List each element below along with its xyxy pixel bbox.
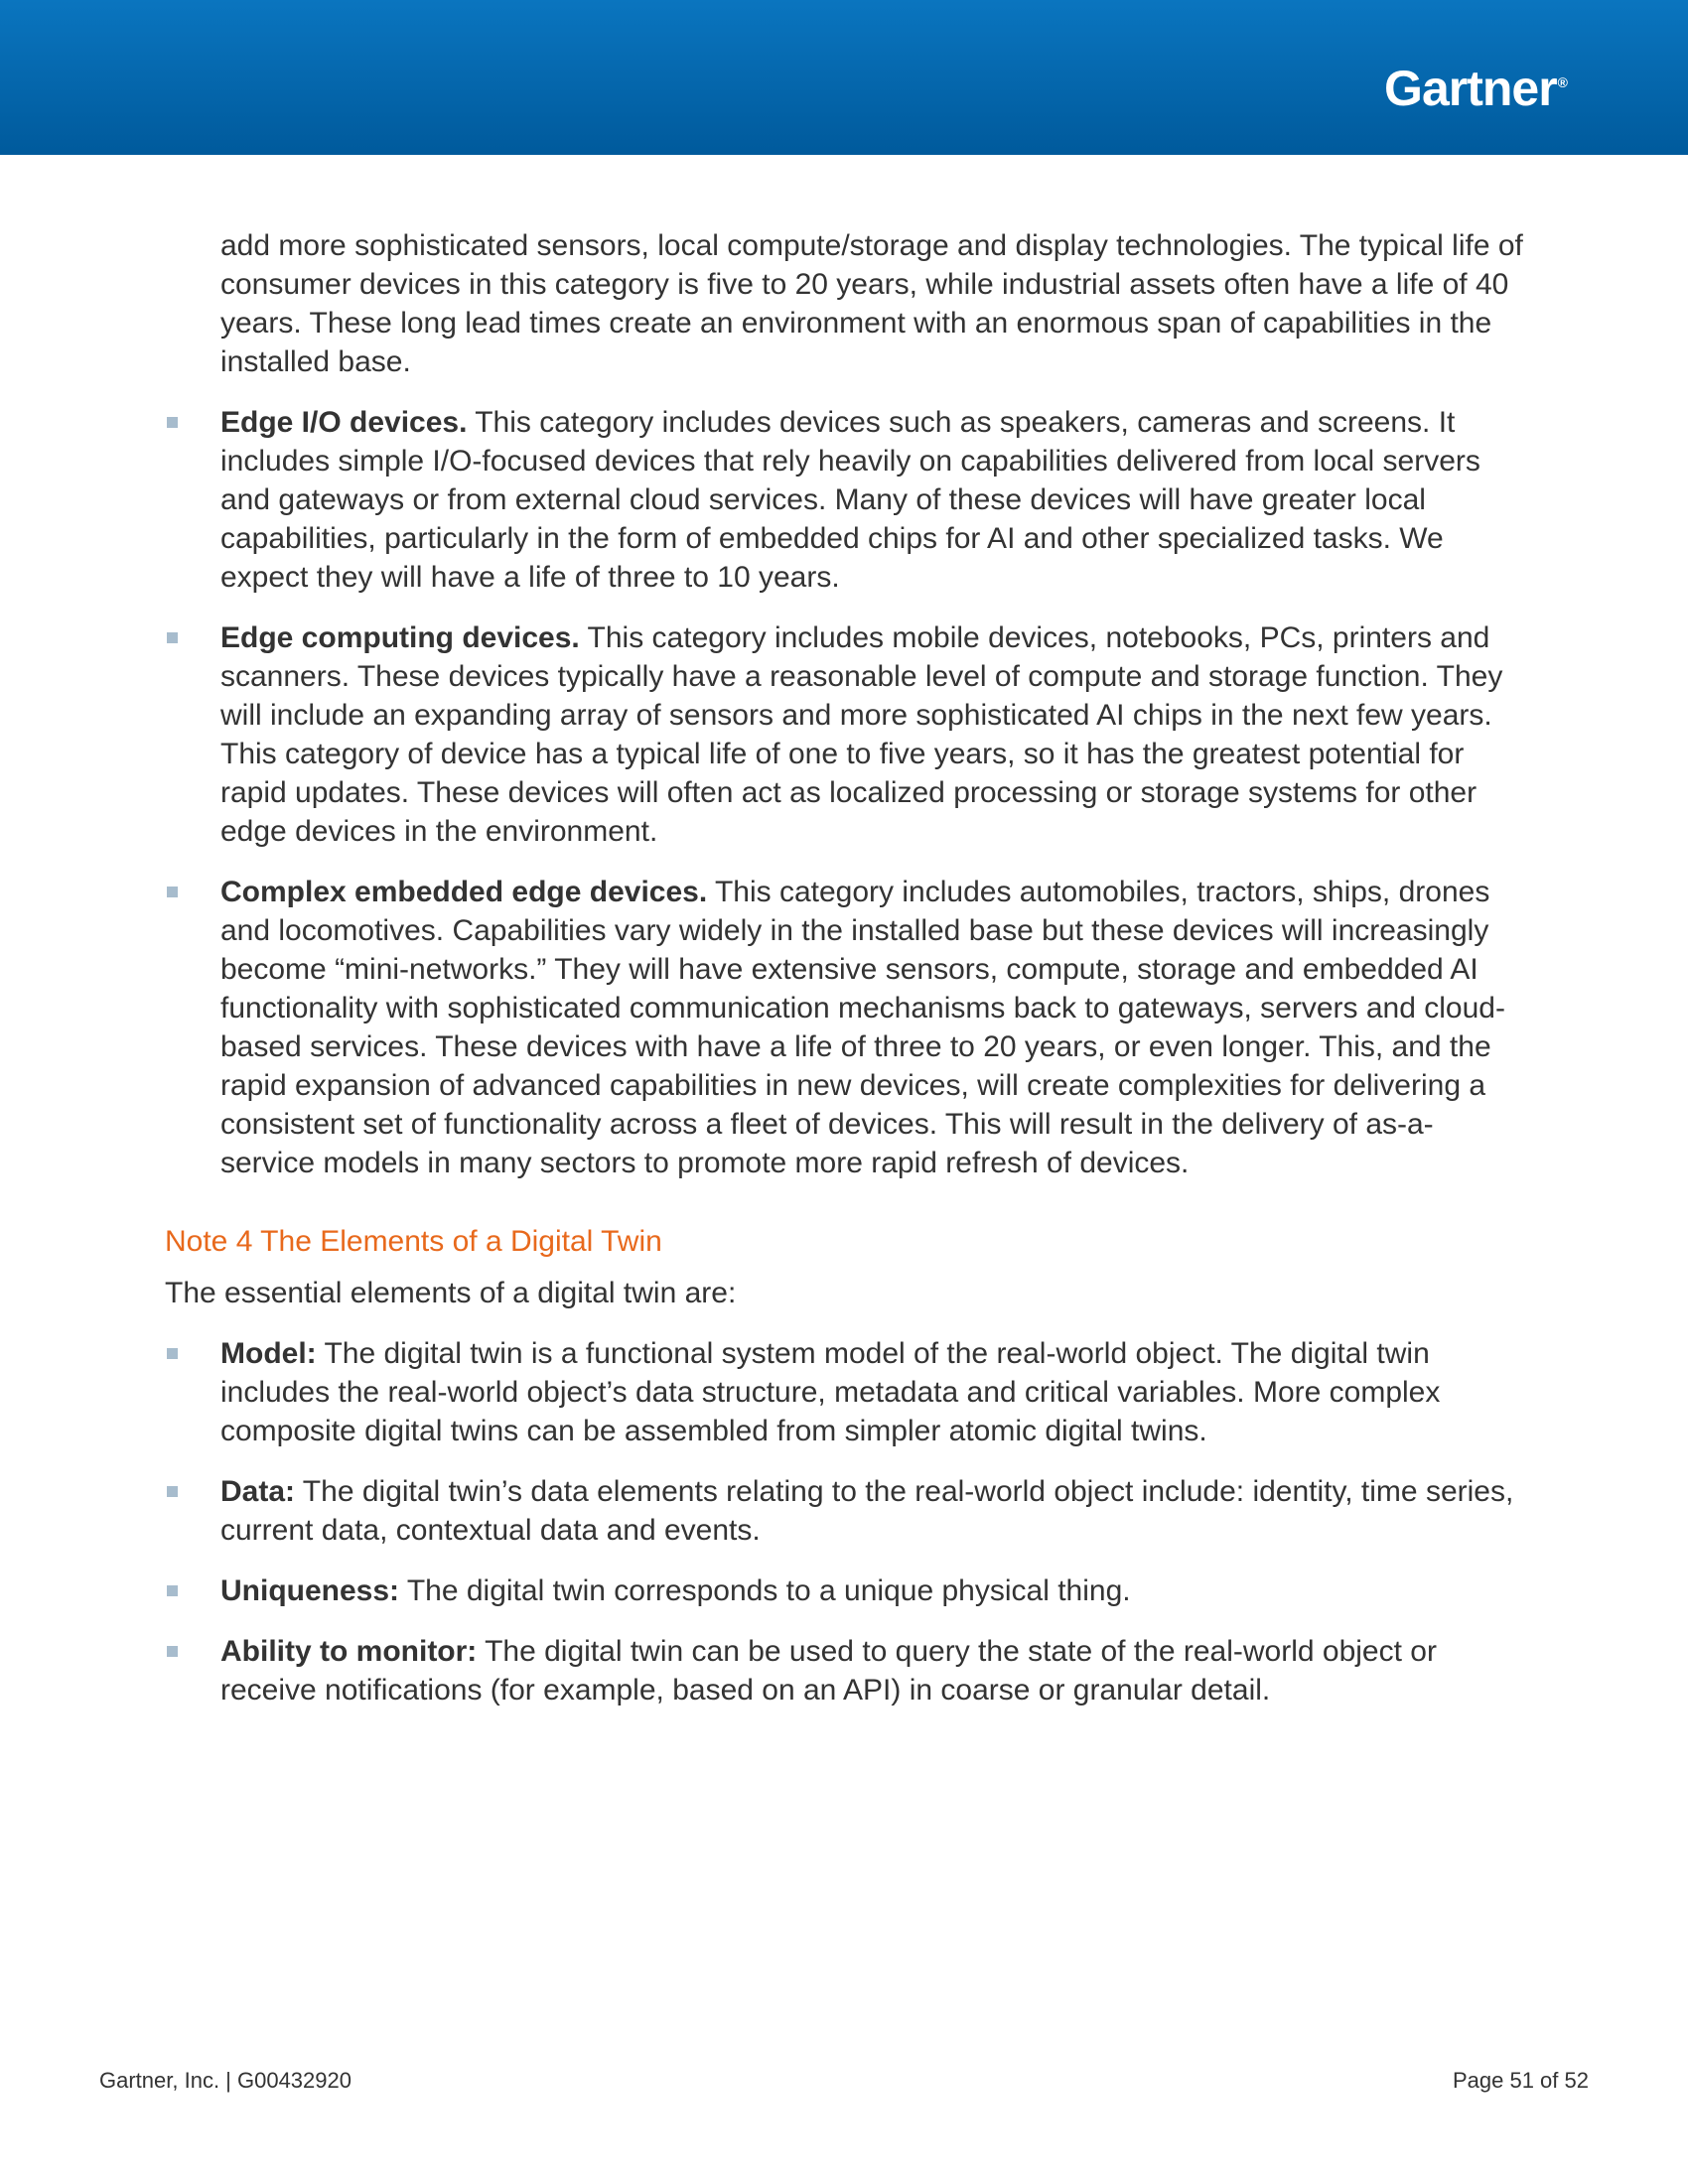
square-bullet-icon xyxy=(167,1585,178,1596)
item-text: The digital twin corresponds to a unique physical thing. xyxy=(399,1574,1131,1607)
footer-document-id: Gartner, Inc. | G00432920 xyxy=(99,2068,352,2093)
item-text: The digital twin can be used to query the state of the real-world object or receive notifications (for example, based on an API) in coarse or granular detail. xyxy=(220,1635,1437,1706)
item-text: This category includes devices such as speakers, cameras and screens. It includes simple I/O-focused devices that rely heavily on capabilities delivered from local servers and gateways or from external cloud services. Many of these devices will have greater local capabilities, particularly in the form of embedded chips for AI and other specialized tasks. We expect they will have a life of three to 10 years. xyxy=(220,406,1480,594)
list-item-edge-computing xyxy=(165,618,1527,851)
square-bullet-icon xyxy=(167,1646,178,1657)
note-heading: Note 4 The Elements of a Digital Twin xyxy=(165,1225,662,1258)
item-text: The digital twin is a functional system model of the real-world object. The digital twin includes the real-world object’s data structure, metadata and critical variables. More complex composite digital twins can be assembled from simpler atomic digital twins. xyxy=(220,1337,1441,1447)
item-term: Edge I/O devices. xyxy=(220,406,468,439)
square-bullet-icon xyxy=(167,417,178,428)
item-term: Data: xyxy=(220,1475,296,1508)
gartner-logo xyxy=(1384,61,1567,116)
list-item-edge-io xyxy=(165,403,1527,597)
item-text: The digital twin’s data elements relating to the real-world object include: identity, time series, current data, contextual data and events. xyxy=(220,1475,1514,1547)
item-term: Model: xyxy=(220,1337,317,1370)
item-text: This category includes automobiles, tractors, ships, drones and locomotives. Capabilities vary widely in the installed base but these devices will increasingly become “mini-networks.” They will have extensive sensors, compute, storage and embedded AI functionality with sophisticated communication mechanisms back to gateways, servers and cloud-based services. These devices with have a life of three to 20 years, or even longer. This, and the rapid expansion of advanced capabilities in new devices, will create complexities for delivering a consistent set of functionality across a fleet of devices. This will result in the delivery of as-a-service models in many sectors to promote more rapid refresh of devices. xyxy=(220,876,1505,1179)
square-bullet-icon xyxy=(167,1486,178,1497)
item-term: Edge computing devices. xyxy=(220,621,580,654)
item-term: Ability to monitor: xyxy=(220,1635,478,1668)
list-item-complex-embedded xyxy=(165,873,1527,1182)
square-bullet-icon xyxy=(167,887,178,897)
list-item-ability-to-monitor xyxy=(165,1632,1527,1709)
list-item-uniqueness xyxy=(165,1571,1527,1610)
item-term: Complex embedded edge devices. xyxy=(220,876,708,908)
logo-text: Gartner xyxy=(1384,61,1557,116)
continuation-paragraph: add more sophisticated sensors, local compute/storage and display technologies. The typical life of consumer devices in this category is five to 20 years, while industrial assets often have a life of 40 years. These long lead times create an environment with an enormous span of capabilities in the installed base. xyxy=(220,229,1523,378)
header-band xyxy=(0,0,1688,155)
item-term: Uniqueness: xyxy=(220,1574,400,1607)
square-bullet-icon xyxy=(167,632,178,643)
logo-registered-mark: ® xyxy=(1557,74,1567,91)
list-item-model xyxy=(165,1334,1527,1450)
list-item-data xyxy=(165,1472,1527,1550)
footer-page-number: Page 51 of 52 xyxy=(1452,2068,1589,2093)
square-bullet-icon xyxy=(167,1348,178,1359)
document-body xyxy=(165,226,1527,1731)
item-text: This category includes mobile devices, notebooks, PCs, printers and scanners. These devices typically have a reasonable level of compute and storage function. They will include an expanding array of sensors and more sophisticated AI chips in the next few years. This category of device has a typical life of one to five years, so it has the greatest potential for rapid updates. These devices will often act as localized processing or storage systems for other edge devices in the environment. xyxy=(220,621,1503,848)
note-intro: The essential elements of a digital twin are: xyxy=(165,1277,737,1309)
